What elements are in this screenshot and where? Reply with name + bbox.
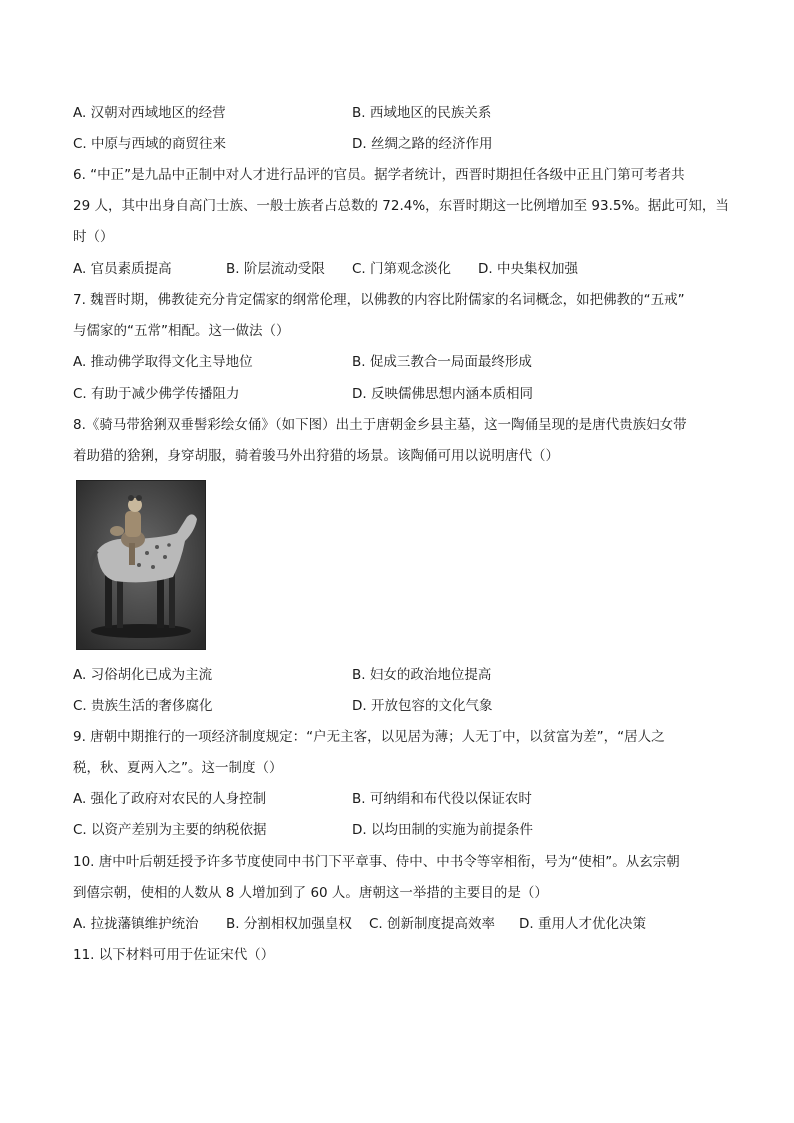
q11-stem-line-1: 11. 以下材料可用于佐证宋代（） — [73, 947, 275, 963]
q10-stem-line-1: 10. 唐中叶后朝廷授予许多节度使同中书门下平章事、侍中、中书令等宰相衔，号为“使相”。从玄宗朝 — [73, 854, 680, 870]
q9-stem-line-1: 9. 唐朝中期推行的一项经济制度规定：“户无主客，以见居为薄；人无丁中，以贫富为差”，“居人之 — [73, 729, 665, 745]
q9-option-a: A. 强化了政府对农民的人身控制 — [73, 791, 267, 807]
q7-stem-line-1: 7. 魏晋时期，佛教徒充分肯定儒家的纲常伦理，以佛教的内容比附儒家的名词概念，如把佛教的“五戒” — [73, 292, 685, 308]
q5-option-b: B. 西域地区的民族关系 — [352, 105, 492, 121]
q5-option-d: D. 丝绸之路的经济作用 — [352, 136, 493, 152]
q6-option-a: A. 官员素质提高 — [73, 261, 172, 277]
q6-stem-line-1: 6. “中正”是九品中正制中对人才进行品评的官员。据学者统计，西晋时期担任各级中正且门第可考者共 — [73, 167, 685, 183]
q10-option-b: B. 分割相权加强皇权 — [226, 916, 352, 932]
q7-option-c: C. 有助于减少佛学传播阻力 — [73, 386, 240, 402]
q6-option-d: D. 中央集权加强 — [478, 261, 578, 277]
q8-stem-line-1: 8.《骑马带猞猁双垂髻彩绘女俑》（如下图）出土于唐朝金乡县主墓，这一陶俑呈现的是唐代贵族妇女带 — [73, 417, 687, 433]
q7-stem-line-2: 与儒家的“五常”相配。这一做法（） — [73, 323, 290, 339]
q8-option-a: A. 习俗胡化已成为主流 — [73, 667, 213, 683]
q8-option-d: D. 开放包容的文化气象 — [352, 698, 493, 714]
q8-stem-line-2: 着助猎的猞猁，身穿胡服，骑着骏马外出狩猎的场景。该陶俑可用以说明唐代（） — [73, 448, 559, 464]
q8-option-b: B. 妇女的政治地位提高 — [352, 667, 492, 683]
q5-option-a: A. 汉朝对西域地区的经营 — [73, 105, 226, 121]
q6-option-c: C. 门第观念淡化 — [352, 261, 452, 277]
q9-option-b: B. 可纳绢和布代役以保证农时 — [352, 791, 532, 807]
q7-option-d: D. 反映儒佛思想内涵本质相同 — [352, 386, 533, 402]
pottery-figurine-photo — [76, 480, 206, 650]
q6-option-b: B. 阶层流动受限 — [226, 261, 325, 277]
q9-stem-line-2: 税，秋、夏两入之”。这一制度（） — [73, 760, 283, 776]
q10-stem-line-2: 到僖宗朝，使相的人数从 8 人增加到了 60 人。唐朝这一举措的主要目的是（） — [73, 885, 548, 901]
q10-option-a: A. 拉拢藩镇维护统治 — [73, 916, 199, 932]
q9-option-d: D. 以均田制的实施为前提条件 — [352, 822, 533, 838]
q9-option-c: C. 以资产差别为主要的纳税依据 — [73, 822, 267, 838]
q7-option-a: A. 推动佛学取得文化主导地位 — [73, 354, 253, 370]
q10-option-c: C. 创新制度提高效率 — [369, 916, 496, 932]
q8-option-c: C. 贵族生活的奢侈腐化 — [73, 698, 213, 714]
q10-option-d: D. 重用人才优化决策 — [519, 916, 646, 932]
q5-option-c: C. 中原与西域的商贸往来 — [73, 136, 227, 152]
q6-stem-line-3: 时（） — [73, 229, 114, 245]
q6-stem-line-2: 29 人，其中出身自高门士族、一般士族者占总数的 72.4%，东晋时期这一比例增加至 93.5%。据此可知，当 — [73, 198, 729, 214]
q7-option-b: B. 促成三教合一局面最终形成 — [352, 354, 532, 370]
